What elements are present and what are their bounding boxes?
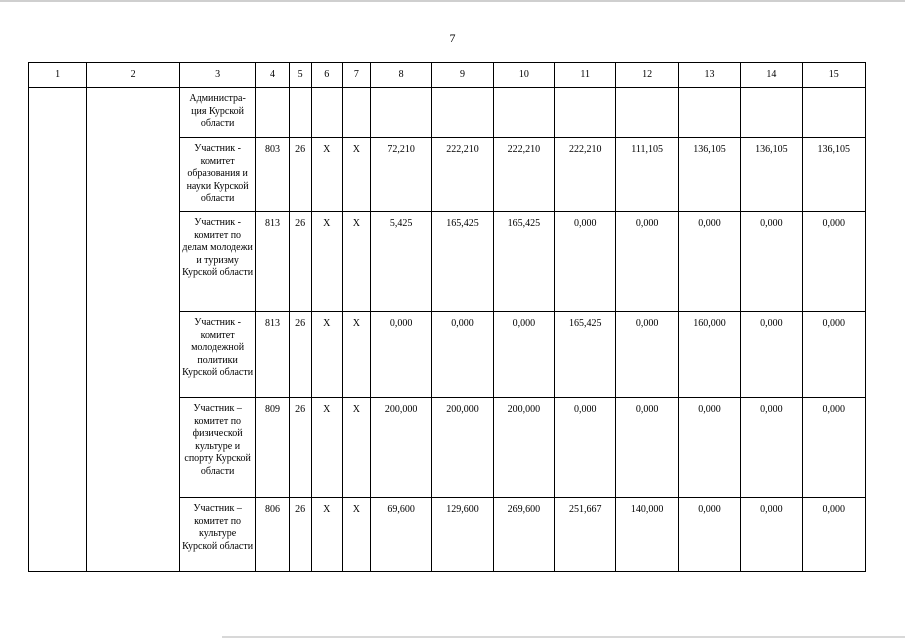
- table-cell: [289, 88, 311, 138]
- column-header: 15: [802, 63, 866, 88]
- table-cell: 165,425: [493, 212, 554, 312]
- table-cell: [493, 88, 554, 138]
- table-cell: 813: [256, 212, 289, 312]
- table-cell: 0,000: [678, 398, 740, 498]
- table-cell: 0,000: [802, 498, 866, 572]
- table-cell: 813: [256, 312, 289, 398]
- table-cell: 69,600: [370, 498, 431, 572]
- table-cell: 0,000: [616, 312, 678, 398]
- table-cell: 222,210: [493, 138, 554, 212]
- table-cell: [342, 88, 370, 138]
- table-cell: 0,000: [678, 212, 740, 312]
- table-cell: 165,425: [432, 212, 493, 312]
- participant-name: Участник – комитет по физической культуре и спорту Курской области: [179, 398, 255, 498]
- table-cell: X: [311, 498, 342, 572]
- column-header: 2: [87, 63, 180, 88]
- table-cell: 26: [289, 498, 311, 572]
- table-cell: 26: [289, 138, 311, 212]
- column-header: 4: [256, 63, 289, 88]
- table-cell: [256, 88, 289, 138]
- table-cell: [432, 88, 493, 138]
- table-row: [29, 88, 866, 138]
- table-cell: 269,600: [493, 498, 554, 572]
- table-cell: 111,105: [616, 138, 678, 212]
- column-header: 14: [741, 63, 802, 88]
- table-cell: 0,000: [432, 312, 493, 398]
- table-cell: [741, 88, 802, 138]
- table-cell: 222,210: [432, 138, 493, 212]
- table-cell: 0,000: [802, 312, 866, 398]
- table-cell: 0,000: [802, 398, 866, 498]
- scan-edge-top: [0, 0, 905, 2]
- participant-name: Администра-ция Курской области: [179, 88, 255, 138]
- table-cell: [802, 88, 866, 138]
- table-cell: X: [342, 212, 370, 312]
- table-cell: [370, 88, 431, 138]
- participant-name: Участник – комитет по культуре Курской области: [179, 498, 255, 572]
- table-cell: 0,000: [741, 312, 802, 398]
- table-cell: 0,000: [678, 498, 740, 572]
- participant-name: Участник - комитет молодежной политики Курской области: [179, 312, 255, 398]
- table-cell: 0,000: [493, 312, 554, 398]
- table-cell: [678, 88, 740, 138]
- participant-name: Участник - комитет по делам молодежи и туризму Курской области: [179, 212, 255, 312]
- table-cell: 136,105: [741, 138, 802, 212]
- merged-cell-col2: [87, 88, 180, 572]
- table-cell: X: [342, 312, 370, 398]
- table-cell: 251,667: [555, 498, 616, 572]
- column-header: 8: [370, 63, 431, 88]
- table-cell: 0,000: [616, 398, 678, 498]
- column-header: 7: [342, 63, 370, 88]
- column-header: 12: [616, 63, 678, 88]
- table-cell: [555, 88, 616, 138]
- table-cell: [311, 88, 342, 138]
- table-cell: X: [342, 398, 370, 498]
- table-cell: 165,425: [555, 312, 616, 398]
- header-row: [29, 63, 866, 88]
- table-cell: 0,000: [741, 212, 802, 312]
- table-cell: 160,000: [678, 312, 740, 398]
- table-cell: 0,000: [370, 312, 431, 398]
- table-cell: 26: [289, 212, 311, 312]
- table-cell: 72,210: [370, 138, 431, 212]
- column-header: 1: [29, 63, 87, 88]
- table-cell: 140,000: [616, 498, 678, 572]
- table-cell: 26: [289, 398, 311, 498]
- column-header: 13: [678, 63, 740, 88]
- merged-cell-col1: [29, 88, 87, 572]
- budget-table: [28, 62, 866, 572]
- table-cell: 222,210: [555, 138, 616, 212]
- table-cell: X: [311, 212, 342, 312]
- column-header: 9: [432, 63, 493, 88]
- table-cell: 200,000: [493, 398, 554, 498]
- table-cell: 0,000: [616, 212, 678, 312]
- table-cell: 136,105: [678, 138, 740, 212]
- table-cell: 200,000: [370, 398, 431, 498]
- column-header: 6: [311, 63, 342, 88]
- table-cell: 0,000: [802, 212, 866, 312]
- table-cell: 806: [256, 498, 289, 572]
- table-cell: 0,000: [741, 498, 802, 572]
- table-cell: 136,105: [802, 138, 866, 212]
- table-cell: 129,600: [432, 498, 493, 572]
- table-cell: X: [311, 312, 342, 398]
- column-header: 3: [179, 63, 255, 88]
- table-cell: 0,000: [555, 398, 616, 498]
- table-cell: 26: [289, 312, 311, 398]
- table-cell: 0,000: [555, 212, 616, 312]
- scan-edge-bottom: [222, 636, 905, 638]
- table-cell: X: [311, 398, 342, 498]
- table-cell: X: [311, 138, 342, 212]
- table-cell: X: [342, 138, 370, 212]
- table-cell: 809: [256, 398, 289, 498]
- page-number: 7: [449, 31, 456, 45]
- table-cell: 803: [256, 138, 289, 212]
- column-header: 10: [493, 63, 554, 88]
- participant-name: Участник - комитет образования и науки Курской области: [179, 138, 255, 212]
- table-cell: [616, 88, 678, 138]
- column-header: 5: [289, 63, 311, 88]
- table-cell: 0,000: [741, 398, 802, 498]
- table-cell: X: [342, 498, 370, 572]
- table-cell: 5,425: [370, 212, 431, 312]
- column-header: 11: [555, 63, 616, 88]
- table-cell: 200,000: [432, 398, 493, 498]
